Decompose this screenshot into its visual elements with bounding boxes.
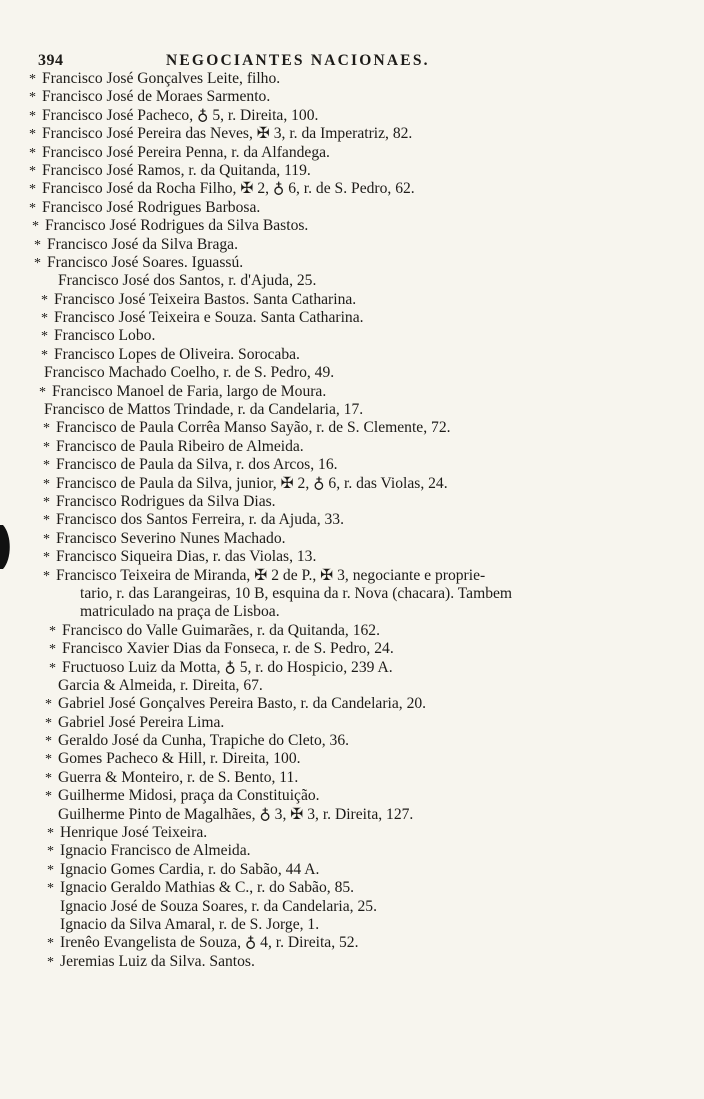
directory-entry [0,567,704,585]
directory-entry [0,493,704,511]
directory-entry [0,879,704,897]
registration-mark: * [47,862,54,878]
entry-text: Francisco de Mattos Trindade, r. da Candelaria, 17. [44,401,364,419]
entry-text: Ignacio da Silva Amaral, r. de S. Jorge, 1. [60,915,320,933]
registration-mark: * [43,458,50,474]
directory-entry [0,824,704,842]
registration-mark: * [47,936,54,952]
registration-mark: * [32,219,39,235]
entry-text: Guerra & Monteiro, r. de S. Bento, 11. [58,768,299,786]
registration-mark: * [45,752,52,768]
registration-mark: * [29,90,36,106]
registration-mark: * [43,568,50,584]
registration-mark: * [41,347,48,363]
registration-mark: * [29,72,36,87]
entry-text: Francisco de Paula Ribeiro de Almeida. [56,437,304,455]
registration-mark: * [47,954,54,970]
entry-text: Francisco José Soares. Iguassú. [47,253,244,271]
entry-text: Francisco Xavier Dias da Fonseca, r. de S. Pedro, 24. [62,640,394,658]
registration-mark: * [29,145,36,161]
registration-mark: * [41,292,48,308]
entry-text: Ignacio Geraldo Mathias & C., r. do Sabão, 85. [60,879,355,897]
directory-entry [0,327,704,345]
running-title: NEGOCIANTES NACIONAES. [166,52,430,69]
directory-entry [0,272,704,290]
registration-mark: * [41,311,48,327]
directory-entry [0,659,704,677]
entry-text: Francisco Lobo. [54,327,156,345]
entry-text: Francisco José de Moraes Sarmento. [42,88,271,106]
entry-text: Francisco José da Silva Braga. [47,235,238,253]
directory-entry [0,750,704,768]
entry-text: Francisco José Gonçalves Leite, filho. [42,70,281,87]
entry-text: Henrique José Teixeira. [60,824,208,842]
entry-text: tario, r. das Larangeiras, 10 B, esquina da r. Nova (chacara). Tambem [80,584,513,602]
directory-entry [0,898,704,916]
registration-mark: * [47,881,54,897]
directory-entry [0,346,704,364]
entry-continuation-line [0,603,704,621]
registration-mark: * [43,494,50,510]
registration-mark: * [43,531,50,547]
entry-text: Francisco José Teixeira Bastos. Santa Catharina. [54,290,357,308]
directory-entry [0,953,704,971]
entry-text: Francisco Severino Nunes Machado. [56,529,286,547]
entry-continuation-line [0,585,704,603]
entry-text: matriculado na praça de Lisboa. [80,603,280,621]
directory-entry [0,309,704,327]
directory-entry [0,916,704,934]
entry-text: Francisco Manoel de Faria, largo de Moura. [52,382,327,400]
entry-text: Francisco Machado Coelho, r. de S. Pedro, 49. [44,364,335,382]
entry-text: Francisco Teixeira de Miranda, ✠ 2 de P., ✠ 3, negociante e proprie- [56,566,486,584]
entry-text: Francisco José Pacheco, ♁ 5, r. Direita, 100. [42,106,319,124]
directory-entry [0,199,704,217]
entry-text: Francisco José dos Santos, r. d'Ajuda, 25. [58,272,317,290]
registration-mark: * [45,715,52,731]
entry-text: Gabriel José Gonçalves Pereira Basto, r. da Candelaria, 20. [58,695,427,713]
directory-entry [0,861,704,879]
entry-text: Francisco José Teixeira e Souza. Santa Catharina. [54,309,364,327]
entry-text: Francisco José Ramos, r. da Quitanda, 119. [42,161,311,179]
directory-entry [0,383,704,401]
entry-text: Francisco Siqueira Dias, r. das Violas, 13. [56,548,317,566]
registration-mark: * [43,439,50,455]
registration-mark: * [49,642,56,658]
directory-entry [0,291,704,309]
entry-text: Francisco José Pereira das Neves, ✠ 3, r. da Imperatriz, 82. [42,125,413,143]
directory-entry [0,236,704,254]
registration-mark: * [41,329,48,345]
directory-entry [0,180,704,198]
directory-entry [0,401,704,419]
directory-entry [0,695,704,713]
registration-mark: * [39,384,46,400]
registration-mark: * [29,163,36,179]
registration-mark: * [45,789,52,805]
registration-mark: * [29,200,36,216]
entry-text: Francisco de Paula Corrêa Manso Sayão, r. de S. Clemente, 72. [56,419,451,437]
registration-mark: * [49,623,56,639]
registration-mark: * [47,844,54,860]
directory-entry [0,88,704,106]
registration-mark: * [34,255,41,271]
directory-entry [0,456,704,474]
entry-text: Francisco José da Rocha Filho, ✠ 2, ♁ 6, r. de S. Pedro, 62. [42,180,415,198]
entry-text: Francisco dos Santos Ferreira, r. da Ajuda, 33. [56,511,344,529]
registration-mark: * [43,550,50,566]
directory-entry [0,732,704,750]
directory-entry [0,622,704,640]
entry-text: Gomes Pacheco & Hill, r. Direita, 100. [58,750,301,768]
registration-mark: * [45,697,52,713]
directory-entry [0,934,704,952]
page-number: 394 [38,52,64,69]
directory-entry [0,438,704,456]
directory-entry [0,70,704,88]
entry-text: Francisco de Paula da Silva, r. dos Arcos, 16. [56,456,338,474]
registration-mark: * [43,421,50,437]
directory-entry [0,548,704,566]
registration-mark: * [47,826,54,842]
directory-entry [0,364,704,382]
binding-shadow [0,525,14,569]
directory-entry [0,254,704,272]
directory-entry [0,640,704,658]
registration-mark: * [49,660,56,676]
directory-entry [0,144,704,162]
registration-mark: * [43,476,50,492]
entry-text: Ignacio Gomes Cardia, r. do Sabão, 44 A. [60,860,320,878]
entry-text: Geraldo José da Cunha, Trapiche do Cleto, 36. [58,732,350,750]
entry-text: Ignacio José de Souza Soares, r. da Candelaria, 25. [60,897,377,915]
entry-text: Irenêo Evangelista de Souza, ♁ 4, r. Direita, 52. [60,934,359,952]
directory-entry [0,511,704,529]
directory-entry [0,475,704,493]
registration-mark: * [34,237,41,253]
directory-entry [0,107,704,125]
entry-text: Francisco José Rodrigues Barbosa. [42,198,261,216]
directory-entry [0,125,704,143]
directory-entry [0,162,704,180]
registration-mark: * [29,127,36,143]
entry-text: Garcia & Almeida, r. Direita, 67. [58,676,263,694]
directory-entry [0,769,704,787]
entry-text: Guilherme Midosi, praça da Constituição. [58,787,320,805]
directory-entry [0,530,704,548]
entry-text: Ignacio Francisco de Almeida. [60,842,251,860]
entry-text: Francisco de Paula da Silva, junior, ✠ 2, ♁ 6, r. das Violas, 24. [56,474,448,492]
directory-entry [0,806,704,824]
registration-mark: * [45,770,52,786]
directory-entry [0,217,704,235]
directory-entry [0,842,704,860]
entry-text: Francisco do Valle Guimarães, r. da Quitanda, 162. [62,621,381,639]
entry-text: Jeremias Luiz da Silva. Santos. [60,952,255,970]
registration-mark: * [45,734,52,750]
entry-text: Francisco Rodrigues da Silva Dias. [56,492,276,510]
entry-text: Gabriel José Pereira Lima. [58,713,225,731]
registration-mark: * [29,108,36,124]
directory-entry [0,714,704,732]
registration-mark: * [29,182,36,198]
entry-text: Francisco José Pereira Penna, r. da Alfandega. [42,143,330,161]
directory-entry [0,787,704,805]
entry-text: Francisco José Rodrigues da Silva Bastos. [45,217,309,235]
registration-mark: * [43,513,50,529]
entry-text: Guilherme Pinto de Magalhães, ♁ 3, ✠ 3, r. Direita, 127. [58,805,414,823]
entry-text: Fructuoso Luiz da Motta, ♁ 5, r. do Hospicio, 239 A. [62,658,393,676]
entry-text: Francisco Lopes de Oliveira. Sorocaba. [54,345,300,363]
directory-entries [0,70,704,971]
directory-entry [0,677,704,695]
page-header [38,50,488,72]
directory-entry [0,419,704,437]
